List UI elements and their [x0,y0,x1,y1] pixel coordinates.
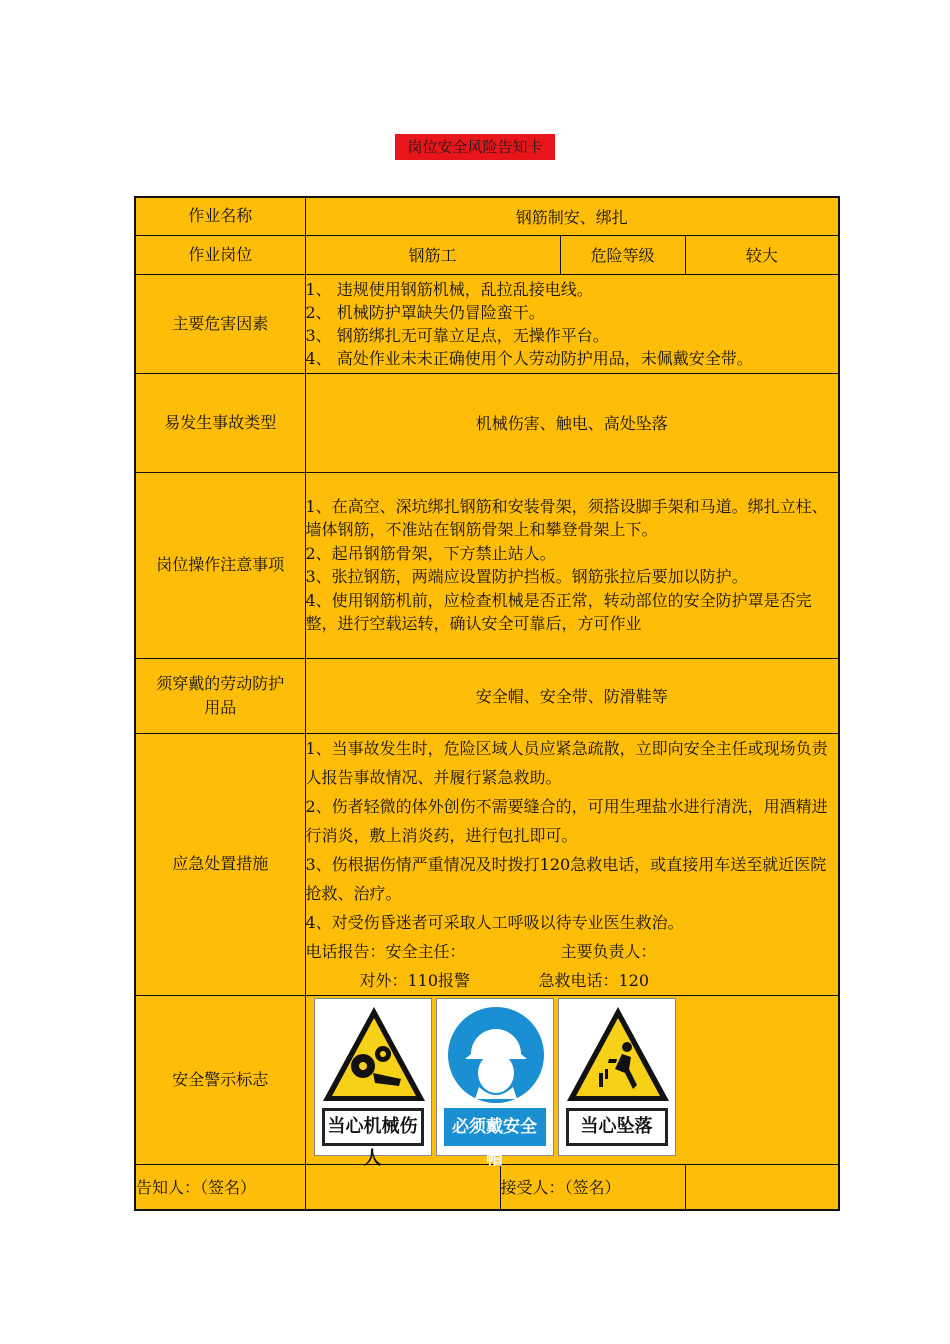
work-name-value: 钢筋制安、绑扎 [305,197,839,235]
precaution-item: 4、使用钢筋机前，应检查机械是否正常，转动部位的安全防护罩是否完整，进行空载运转，确认安全可靠后，方可作业 [305,590,812,633]
page-title: 岗位安全风险告知卡 [395,134,555,160]
hazards-label: 主要危害因素 [135,274,305,373]
emergency-item: 4、对受伤昏迷者可采取人工呼吸以待专业医生救治。 [305,912,684,932]
phone-report-text: 电话报告：安全主任： [305,941,466,961]
informer-signature-field[interactable] [305,1164,500,1210]
work-name-row [135,197,839,235]
ppe-row [135,658,839,733]
emergency-label: 应急处置措施 [135,733,305,995]
hazard-item: 1、 违规使用钢筋机械，乱拉乱接电线。 [305,279,593,299]
warning-signs-group [306,996,839,1169]
precautions-label: 岗位操作注意事项 [135,472,305,658]
emergency-item: 2、伤者轻微的体外创伤不需要缝合的，可用生理盐水进行清洗，用酒精进行消炎，敷上消炎药，进行包扎即可。 [305,796,828,845]
position-label: 作业岗位 [135,235,305,274]
work-name-label: 作业名称 [135,197,305,235]
main-person-text: 主要负责人： [560,941,657,961]
emergency-item: 3、伤根据伤情严重情况及时拨打120急救电话，或直接用车送至就近医院抢救、治疗。 [305,854,827,903]
machinery-injury-warning-icon [315,999,433,1111]
hazard-item: 3、 钢筋绑扎无可靠立足点，无操作平台。 [305,325,609,345]
risk-notice-card [134,196,840,1211]
precautions-list [305,472,839,658]
external-phone-line [306,966,839,995]
position-row [135,235,839,274]
risk-level-value: 较大 [685,235,839,274]
accident-types-row [135,373,839,472]
first-aid-phone-text: 急救电话：120 [538,970,650,990]
phone-report-line [306,937,839,966]
hazard-item: 2、 机械防护罩缺失仍冒险蛮干。 [305,302,545,322]
emergency-item: 1、当事故发生时，危险区域人员应紧急疏散，立即向安全主任或现场负责人报告事故情况、并履行紧急救助。 [305,738,828,787]
accident-types-value: 机械伤害、触电、高处坠落 [305,373,839,472]
risk-level-label: 危险等级 [560,235,685,274]
warning-signs-label: 安全警示标志 [135,995,305,1164]
sign-caption: 当心机械伤人 [322,1108,424,1146]
hazards-row [135,274,839,373]
machinery-warning-sign [314,998,432,1169]
ppe-value: 安全帽、安全带、防滑鞋等 [305,658,839,733]
emergency-row [135,733,839,995]
accident-types-label: 易发生事故类型 [135,373,305,472]
sign-caption: 当心坠落 [566,1108,668,1146]
external-phone-text: 对外：110报警 [359,970,471,990]
informer-signature-label: 告知人：（签名） [135,1164,305,1210]
fall-warning-icon [559,999,677,1111]
warning-signs-cell [305,995,839,1169]
sign-caption: 必须戴安全帽 [444,1108,546,1146]
precautions-row [135,472,839,658]
receiver-signature-label: 接受人：（签名） [500,1164,685,1210]
warning-signs-row [135,995,839,1164]
fall-warning-sign [558,998,676,1156]
hazards-list [305,274,839,373]
receiver-signature-field[interactable] [685,1164,839,1210]
precaution-item: 3、张拉钢筋，两端应设置防护挡板。钢筋张拉后要加以防护。 [305,567,748,586]
hard-hat-mandatory-icon [437,999,555,1111]
ppe-label: 须穿戴的劳动防护用品 [135,658,305,733]
precaution-item: 1、在高空、深坑绑扎钢筋和安装骨架，须搭设脚手架和马道。绑扎立柱、墙体钢筋，不准站在钢筋骨架上和攀登骨架上下。 [305,496,828,539]
position-value: 钢筋工 [305,235,560,274]
hard-hat-sign [436,998,554,1169]
emergency-list [305,733,839,995]
precaution-item: 2、起吊钢筋骨架，下方禁止站人。 [305,543,556,563]
hazard-item: 4、 高处作业未未正确使用个人劳动防护用品，未佩戴安全带。 [305,348,753,368]
